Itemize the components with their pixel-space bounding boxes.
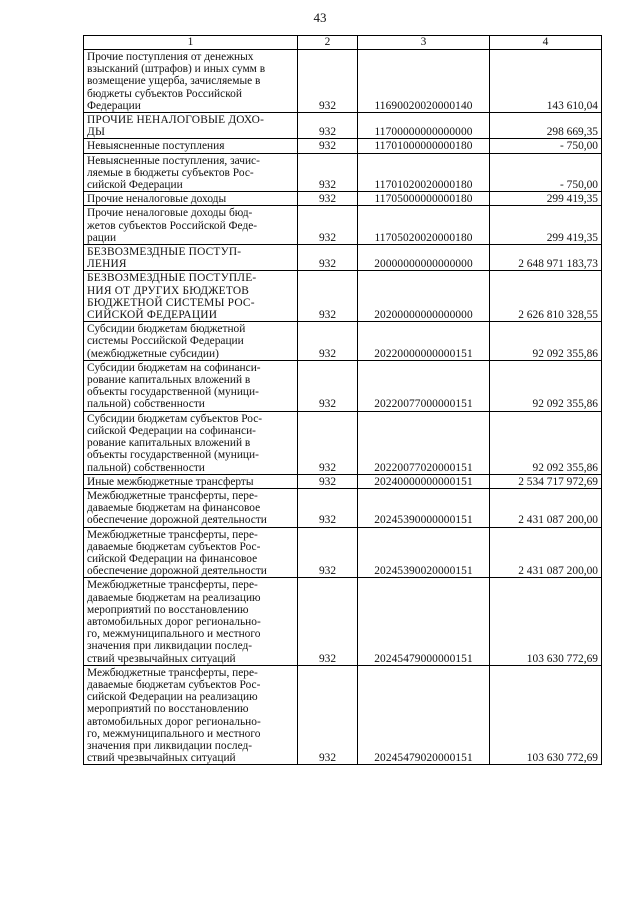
page-number: 43 [313, 10, 327, 25]
row-description: БЕЗВОЗМЕЗДНЫЕ ПОСТУП- ЛЕНИЯ [87, 246, 242, 271]
table-row [84, 488, 602, 527]
table-row [84, 527, 602, 578]
table-row [84, 411, 602, 474]
row-budget-code: 20240000000000151 [358, 474, 490, 488]
row-description: Прочие неналоговые доходы [87, 193, 227, 206]
row-budget-code: 20245479020000151 [358, 665, 490, 765]
row-admin-code: 932 [298, 360, 358, 411]
row-description: Прочие неналоговые доходы бюд- жетов субъектов Российской Феде- рации [87, 207, 258, 244]
row-amount: 2 534 717 972,69 [490, 474, 602, 488]
row-budget-code: 11705000000000180 [358, 192, 490, 206]
row-description: Субсидии бюджетам бюджетной системы Российской Федерации (межбюджетные субсидии) [87, 323, 246, 360]
row-amount: 92 092 355,86 [490, 360, 602, 411]
row-admin-code: 932 [298, 411, 358, 474]
column-header-2: 2 [298, 36, 358, 50]
row-budget-code: 20245390000000151 [358, 488, 490, 527]
column-header-1: 1 [84, 36, 298, 50]
row-amount: 2 648 971 183,73 [490, 245, 602, 271]
column-header-row [84, 36, 602, 50]
row-admin-code: 932 [298, 153, 358, 192]
row-admin-code: 932 [298, 50, 358, 113]
row-budget-code: 20245479000000151 [358, 578, 490, 665]
row-admin-code: 932 [298, 474, 358, 488]
table-row [84, 206, 602, 245]
table-row [84, 113, 602, 139]
row-description: Межбюджетные трансферты, пере- даваемые бюджетам на финансовое обеспечение дорожной деятельности [87, 489, 267, 527]
table-row [84, 474, 602, 488]
row-budget-code: 11701020020000180 [358, 153, 490, 192]
row-amount: 143 610,04 [490, 50, 602, 113]
row-amount: - 750,00 [490, 153, 602, 192]
row-amount: 2 431 087 200,00 [490, 527, 602, 578]
row-budget-code: 20200000000000000 [358, 271, 490, 322]
row-admin-code: 932 [298, 665, 358, 765]
table-row [84, 192, 602, 206]
row-description: Иные межбюджетные трансферты [87, 475, 254, 488]
row-admin-code: 932 [298, 113, 358, 139]
table-row [84, 271, 602, 322]
table-row [84, 153, 602, 192]
table-row [84, 360, 602, 411]
table-row [84, 245, 602, 271]
row-amount: 299 419,35 [490, 206, 602, 245]
row-budget-code: 20245390020000151 [358, 527, 490, 578]
column-header-3: 3 [358, 36, 490, 50]
row-budget-code: 20220077020000151 [358, 411, 490, 474]
row-budget-code: 11700000000000000 [358, 113, 490, 139]
row-description: Субсидии бюджетам субъектов Рос- сийской Федерации на софинанси- рование капитальных вложений в объекты государственной (муници- пальной) собственности [87, 412, 263, 474]
row-description: Межбюджетные трансферты, пере- даваемые бюджетам на реализацию мероприятий по восстановлению автомобильных дорог регионально- го, межмуниципального и местного значения при ликвидации послед- ствий чрезвычайных ситуаций [87, 579, 261, 665]
row-budget-code: 11690020020000140 [358, 50, 490, 113]
row-budget-code: 20220000000000151 [358, 322, 490, 361]
row-amount: 2 626 810 328,55 [490, 271, 602, 322]
row-description: Невыясненные поступления, зачис- ляемые в бюджеты субъектов Рос- сийской Федерации [87, 154, 260, 192]
row-description: Прочие поступления от денежных взысканий (штрафов) и иных сумм в возмещение ущерба, зачисляемые в бюджеты субъектов Российской Федерации [87, 51, 266, 112]
row-amount: - 750,00 [490, 139, 602, 153]
table-row [84, 322, 602, 361]
row-admin-code: 932 [298, 578, 358, 665]
row-admin-code: 932 [298, 192, 358, 206]
row-description: Субсидии бюджетам на софинанси- рование капитальных вложений в объекты государственной (муници- пальной) собственности [87, 361, 261, 411]
row-admin-code: 932 [298, 245, 358, 271]
row-description: ПРОЧИЕ НЕНАЛОГОВЫЕ ДОХО- ДЫ [87, 114, 265, 139]
row-amount: 298 669,35 [490, 113, 602, 139]
row-amount: 92 092 355,86 [490, 322, 602, 361]
row-description: Межбюджетные трансферты, пере- даваемые бюджетам субъектов Рос- сийской Федерации на реализацию мероприятий по восстановлению автомобильных дорог регионально- го, межмуниципального и местного значения при ликвидации послед- ствий чрезвычайных ситуаций [87, 666, 261, 765]
row-admin-code: 932 [298, 527, 358, 578]
row-budget-code: 20000000000000000 [358, 245, 490, 271]
table-row [84, 139, 602, 153]
row-budget-code: 11705020020000180 [358, 206, 490, 245]
row-budget-code: 11701000000000180 [358, 139, 490, 153]
row-admin-code: 932 [298, 206, 358, 245]
row-description: Невыясненные поступления [87, 140, 225, 153]
row-description: БЕЗВОЗМЕЗДНЫЕ ПОСТУПЛЕ- НИЯ ОТ ДРУГИХ БЮДЖЕТОВ БЮДЖЕТНОЙ СИСТЕМЫ РОС- СИЙСКОЙ ФЕДЕРАЦИИ [87, 272, 257, 322]
row-amount: 103 630 772,69 [490, 665, 602, 765]
row-admin-code: 932 [298, 488, 358, 527]
budget-revenue-table [83, 35, 602, 765]
row-admin-code: 932 [298, 271, 358, 322]
table-row [84, 50, 602, 113]
row-amount: 299 419,35 [490, 192, 602, 206]
table-row [84, 665, 602, 765]
row-amount: 92 092 355,86 [490, 411, 602, 474]
table-row [84, 578, 602, 665]
row-admin-code: 932 [298, 322, 358, 361]
row-amount: 103 630 772,69 [490, 578, 602, 665]
row-admin-code: 932 [298, 139, 358, 153]
column-header-4: 4 [490, 36, 602, 50]
row-amount: 2 431 087 200,00 [490, 488, 602, 527]
row-description: Межбюджетные трансферты, пере- даваемые бюджетам субъектов Рос- сийской Федерации на финансовое обеспечение дорожной деятельности [87, 528, 267, 578]
row-budget-code: 20220077000000151 [358, 360, 490, 411]
